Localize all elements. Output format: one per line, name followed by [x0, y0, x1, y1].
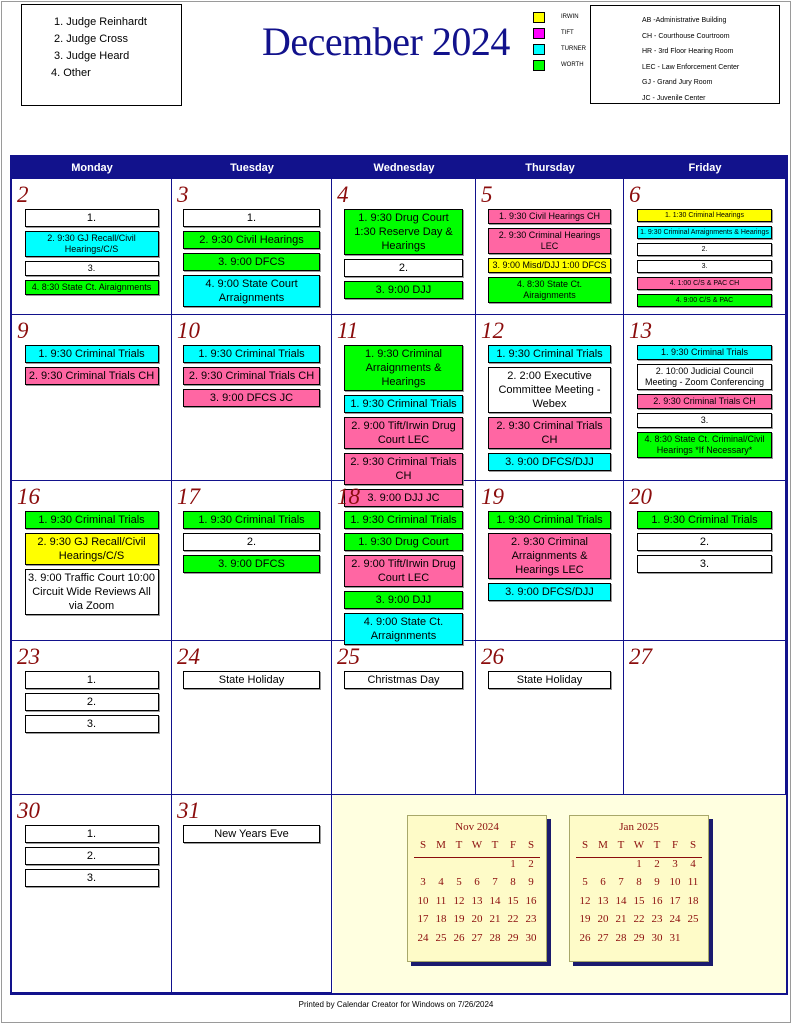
event-list	[476, 671, 623, 693]
mini-day: 23	[651, 913, 663, 925]
mini-day: 8	[510, 876, 516, 888]
mini-calendar-title: Nov 2024	[455, 821, 499, 833]
event-list	[624, 345, 785, 462]
calendar-event[interactable]: 3. 9:00 DJJ	[344, 591, 463, 609]
mini-calendar-grid	[576, 839, 702, 950]
weekday-label: Thursday	[525, 162, 575, 174]
event-list	[172, 209, 331, 311]
day-number: 20	[629, 484, 652, 509]
day-cell	[12, 315, 172, 481]
calendar-event[interactable]: 3.	[25, 869, 159, 887]
mini-calendar	[569, 815, 709, 962]
event-list	[12, 671, 171, 737]
day-number: 19	[481, 484, 504, 509]
weekday-header	[12, 157, 786, 179]
calendar-event[interactable]: 1. 9:30 Criminal Trials	[183, 345, 320, 363]
calendar-event[interactable]: 1. 9:30 Civil Hearings CH	[488, 209, 611, 224]
mini-weekday-label: T	[612, 839, 630, 858]
day-cell	[172, 315, 332, 481]
mini-day: 7	[492, 876, 498, 888]
calendar-event[interactable]: 1. 9:30 Criminal Trials	[344, 395, 463, 413]
color-key-label: TIFT	[561, 30, 574, 36]
calendar-event[interactable]: 3.	[637, 260, 772, 273]
calendar-event[interactable]: 2. 10:00 Judicial Council Meeting - Zoom Conferencing	[637, 364, 772, 390]
calendar-event[interactable]: 1. 1:30 Criminal Hearings	[637, 209, 772, 222]
mini-calendar-title: Jan 2025	[619, 821, 659, 833]
event-list	[332, 511, 475, 649]
mini-day: 26	[579, 931, 591, 944]
mini-day: 6	[474, 876, 480, 888]
mini-day: 10	[669, 876, 681, 888]
mini-day: 21	[489, 913, 501, 925]
calendar-event[interactable]: 2.	[183, 533, 320, 551]
mini-day: 6	[600, 876, 606, 888]
calendar-event[interactable]: 1. 9:30 Criminal Arraignments & Hearings	[637, 226, 772, 239]
mini-day	[414, 858, 432, 877]
calendar-event[interactable]: 4. 8:30 State Ct. Airaignments	[25, 280, 159, 295]
mini-day: 24	[417, 931, 429, 944]
event-list	[172, 825, 331, 847]
calendar-event[interactable]: 2.	[25, 693, 159, 711]
day-cell	[476, 641, 624, 795]
calendar-event[interactable]: 4. 1:00 C/S & PAC CH	[637, 277, 772, 290]
mini-day: 29	[507, 931, 519, 944]
judges-legend	[21, 4, 182, 106]
day-number: 2	[17, 182, 29, 207]
calendar-event[interactable]: 1. 9:30 Criminal Trials	[344, 511, 463, 529]
calendar-event[interactable]: 1. 9:30 Criminal Trials	[183, 511, 320, 529]
page-title: December 2024	[262, 19, 510, 64]
calendar-event[interactable]: 1.	[25, 671, 159, 689]
calendar-event[interactable]: 1. 9:30 Drug Court 1:30 Reserve Day & Hearings	[344, 209, 463, 255]
day-cell	[332, 179, 476, 315]
mini-day: 2	[528, 857, 534, 870]
mini-day: 4	[690, 857, 696, 870]
mini-day: 1	[510, 857, 516, 870]
color-swatch	[533, 28, 545, 39]
event-list	[476, 209, 623, 307]
location-item: LEC - Law Enforcement Center	[642, 63, 740, 71]
day-number: 6	[629, 182, 641, 207]
location-item: JC - Juvenile Center	[642, 94, 706, 102]
mini-day: 28	[615, 931, 627, 944]
mini-day	[594, 858, 612, 877]
mini-day: 16	[651, 894, 663, 907]
mini-calendars	[333, 795, 786, 993]
mini-day	[468, 858, 486, 877]
mini-day: 17	[417, 913, 429, 925]
mini-day: 30	[525, 931, 537, 944]
event-list	[172, 345, 331, 411]
mini-day: 17	[669, 894, 681, 907]
mini-day: 4	[438, 876, 444, 888]
day-number: 16	[17, 484, 40, 509]
event-list	[12, 209, 171, 299]
calendar-event[interactable]: 1. 9:30 Criminal Trials	[25, 345, 159, 363]
mini-day	[576, 858, 594, 877]
calendar-event[interactable]: 2. 9:30 Criminal Trials CH	[344, 453, 463, 485]
day-number: 10	[177, 318, 200, 343]
calendar-event[interactable]: 2. 9:30 Criminal Trials CH	[183, 367, 320, 385]
calendar-event[interactable]: 3. 9:00 Misd/DJJ 1:00 DFCS	[488, 258, 611, 273]
county-color-key	[533, 12, 589, 76]
calendar-event[interactable]: 2.	[25, 847, 159, 865]
calendar-event[interactable]: 2. 9:30 GJ Recall/Civil Hearings/C/S	[25, 231, 159, 257]
calendar-event[interactable]: 2. 9:30 Criminal Trials CH	[25, 367, 159, 385]
calendar-event[interactable]: 3. 9:00 DFCS	[183, 253, 320, 271]
calendar-event[interactable]: 1. 9:30 Criminal Trials	[637, 345, 772, 360]
mini-day: 20	[597, 913, 609, 925]
day-cell	[624, 179, 786, 315]
mini-day	[612, 858, 630, 877]
mini-day: 13	[471, 894, 483, 907]
judge-item: 4. Other	[51, 67, 91, 79]
mini-calendar-grid	[414, 839, 540, 950]
mini-day: 3	[420, 876, 426, 888]
calendar-event[interactable]: 3.	[637, 555, 772, 573]
calendar-event[interactable]: Christmas Day	[344, 671, 463, 689]
mini-day: 3	[672, 857, 678, 870]
day-number: 13	[629, 318, 652, 343]
calendar-event[interactable]: State Holiday	[183, 671, 320, 689]
calendar-event[interactable]: State Holiday	[488, 671, 611, 689]
day-number: 25	[337, 644, 360, 669]
location-legend	[590, 5, 780, 104]
mini-weekday-label: S	[684, 839, 702, 858]
mini-weekday-label: T	[648, 839, 666, 858]
calendar-event[interactable]: New Years Eve	[183, 825, 320, 843]
day-cell	[12, 641, 172, 795]
weekday-label: Wednesday	[373, 162, 435, 174]
calendar-event[interactable]: 3. 9:00 DJJ	[344, 281, 463, 299]
day-cell	[172, 179, 332, 315]
calendar-event[interactable]: 2. 9:30 GJ Recall/Civil Hearings/C/S	[25, 533, 159, 565]
day-number: 11	[337, 318, 359, 343]
print-footer: Printed by Calendar Creator for Windows on 7/26/2024	[298, 1000, 494, 1009]
color-key-item	[533, 28, 589, 44]
day-cell	[172, 641, 332, 795]
mini-weekday-label: S	[414, 839, 432, 858]
location-item: AB -Administrative Building	[642, 17, 727, 24]
color-key-item	[533, 44, 589, 60]
mini-weekday-label: T	[450, 839, 468, 858]
event-list	[332, 671, 475, 693]
mini-day: 16	[525, 894, 537, 907]
mini-weekday-label: S	[522, 839, 540, 858]
mini-day: 31	[669, 931, 681, 944]
calendar-event[interactable]: 2.	[637, 243, 772, 256]
mini-day: 7	[618, 876, 624, 888]
day-cell	[12, 795, 172, 993]
calendar-event[interactable]: 3. 9:00 DFCS/DJJ	[488, 583, 611, 601]
mini-weekday-label: T	[486, 839, 504, 858]
calendar-event[interactable]: 4. 8:30 State Ct. Criminal/Civil Hearings *If Necessary*	[637, 432, 772, 458]
mini-day: 21	[615, 913, 627, 925]
color-swatch	[533, 60, 545, 71]
mini-day: 2	[654, 857, 660, 870]
calendar-event[interactable]: 3. 9:00 DFCS/DJJ	[488, 453, 611, 471]
mini-day: 1	[636, 857, 642, 870]
mini-weekday-label: W	[468, 839, 486, 858]
calendar-event[interactable]: 3.	[637, 413, 772, 428]
calendar-event[interactable]: 1. 9:30 Drug Court	[344, 533, 463, 551]
day-number: 31	[177, 798, 200, 823]
mini-weekday-label: M	[594, 839, 612, 858]
calendar-event[interactable]: 1. 9:30 Criminal Arraignments & Hearings	[344, 345, 463, 391]
day-cell	[332, 481, 476, 641]
calendar-event[interactable]: 3. 9:00 DFCS JC	[183, 389, 320, 407]
calendar-event[interactable]: 2. 9:30 Criminal Trials CH	[637, 394, 772, 409]
day-cell	[12, 179, 172, 315]
mini-day	[450, 858, 468, 877]
calendar-event[interactable]: 1. 9:30 Criminal Trials	[25, 511, 159, 529]
calendar-event[interactable]: 3.	[25, 261, 159, 276]
mini-day: 13	[597, 894, 609, 907]
event-list	[476, 511, 623, 605]
mini-day: 5	[582, 876, 588, 888]
judge-item: 2. Judge Cross	[54, 33, 128, 45]
calendar-event[interactable]: 1.	[183, 209, 320, 227]
event-list	[476, 345, 623, 475]
event-list	[332, 209, 475, 303]
calendar-event[interactable]: 1.	[25, 209, 159, 227]
mini-day: 9	[528, 876, 534, 888]
day-number: 23	[17, 644, 40, 669]
calendar-event[interactable]: 4. 9:00 C/S & PAC	[637, 294, 772, 307]
color-key-label: WORTH	[561, 62, 584, 68]
month-calendar	[10, 155, 788, 995]
mini-day: 28	[489, 931, 501, 944]
judge-item: 3. Judge Heard	[54, 50, 130, 62]
color-key-item	[533, 12, 589, 28]
mini-day: 10	[417, 894, 429, 907]
mini-day: 30	[651, 931, 663, 944]
mini-day: 22	[507, 913, 519, 925]
mini-day: 19	[453, 913, 465, 925]
event-list	[172, 671, 331, 693]
mini-day: 15	[507, 894, 519, 907]
day-cell	[332, 641, 476, 795]
calendar-event[interactable]: 2. 9:30 Criminal Arraignments & Hearings LEC	[488, 533, 611, 579]
mini-day: 18	[435, 913, 447, 925]
calendar-event[interactable]: 1. 9:30 Criminal Trials	[637, 511, 772, 529]
mini-day: 12	[579, 894, 591, 907]
mini-weekday-label: F	[666, 839, 684, 858]
mini-day: 20	[471, 913, 483, 925]
mini-weekday-label: S	[576, 839, 594, 858]
day-cell	[624, 481, 786, 641]
color-key-label: IRWIN	[561, 14, 579, 20]
color-swatch	[533, 12, 545, 23]
mini-day	[432, 858, 450, 877]
mini-day: 15	[633, 894, 645, 907]
weekday-label: Friday	[688, 162, 722, 174]
calendar-event[interactable]: 4. 8:30 State Ct. Airaignments	[488, 277, 611, 303]
mini-day: 26	[453, 931, 465, 944]
day-number: 24	[177, 644, 200, 669]
mini-day: 19	[579, 913, 591, 925]
day-number: 30	[17, 798, 40, 823]
mini-weekday-label: W	[630, 839, 648, 858]
mini-day: 23	[525, 913, 537, 925]
day-cell	[476, 315, 624, 481]
event-list	[12, 825, 171, 891]
calendar-event[interactable]: 1. 9:30 Criminal Trials	[488, 511, 611, 529]
calendar-event[interactable]: 4. 9:00 State Ct. Arraignments	[344, 613, 463, 645]
mini-day	[486, 858, 504, 877]
day-cell	[476, 481, 624, 641]
calendar-event[interactable]: 2.	[637, 533, 772, 551]
mini-day: 27	[471, 931, 483, 944]
mini-day: 5	[456, 876, 462, 888]
mini-day: 29	[633, 931, 645, 944]
day-number: 27	[629, 644, 652, 669]
calendar-event[interactable]: 1.	[25, 825, 159, 843]
color-key-item	[533, 60, 589, 76]
day-number: 9	[17, 318, 29, 343]
day-cell	[172, 481, 332, 641]
mini-day: 22	[633, 913, 645, 925]
mini-day: 11	[687, 876, 699, 888]
mini-weekday-label: F	[504, 839, 522, 858]
day-number: 26	[481, 644, 504, 669]
calendar-event[interactable]: 2. 9:30 Criminal Hearings LEC	[488, 228, 611, 254]
calendar-event[interactable]: 3.	[25, 715, 159, 733]
day-cell	[476, 179, 624, 315]
mini-day: 14	[615, 894, 627, 907]
calendar-event[interactable]: 3. 9:00 DFCS	[183, 555, 320, 573]
mini-day: 25	[435, 931, 447, 944]
calendar-event[interactable]: 4. 9:00 State Court Arraignments	[183, 275, 320, 307]
day-number: 4	[337, 182, 349, 207]
mini-day: 11	[435, 894, 447, 907]
location-item: HR - 3rd Floor Hearing Room	[642, 48, 734, 55]
judge-item: 1. Judge Reinhardt	[54, 16, 147, 28]
mini-day: 25	[687, 913, 699, 925]
calendar-event[interactable]: 2. 9:00 Tift/Irwin Drug Court LEC	[344, 417, 463, 449]
event-list	[172, 511, 331, 577]
event-list	[624, 511, 785, 577]
day-number: 17	[177, 484, 200, 509]
day-number: 5	[481, 182, 493, 207]
day-cell	[12, 481, 172, 641]
color-key-label: TURNER	[561, 46, 586, 52]
calendar-event[interactable]: 2. 9:30 Civil Hearings	[183, 231, 320, 249]
mini-day: 24	[669, 913, 681, 925]
calendar-event[interactable]: 1. 9:30 Criminal Trials	[488, 345, 611, 363]
location-item: GJ - Grand Jury Room	[642, 79, 713, 86]
calendar-event[interactable]: 2. 9:30 Criminal Trials CH	[488, 417, 611, 449]
day-number: 12	[481, 318, 504, 343]
mini-day: 8	[636, 876, 642, 888]
day-number: 18	[337, 484, 360, 509]
day-cell	[172, 795, 332, 993]
event-list	[12, 345, 171, 389]
day-number: 3	[177, 182, 189, 207]
mini-day: 27	[597, 931, 609, 944]
calendar-event[interactable]: 2. 9:00 Tift/Irwin Drug Court LEC	[344, 555, 463, 587]
mini-day	[684, 932, 702, 951]
calendar-event[interactable]: 2.	[344, 259, 463, 277]
day-cell	[624, 315, 786, 481]
weekday-label: Tuesday	[230, 162, 274, 174]
mini-calendar	[407, 815, 547, 962]
event-list	[12, 511, 171, 619]
mini-weekday-label: M	[432, 839, 450, 858]
mini-day: 18	[687, 894, 699, 907]
calendar-event[interactable]: 3. 9:00 Traffic Court 10:00 Circuit Wide Reviews All via Zoom	[25, 569, 159, 615]
color-swatch	[533, 44, 545, 55]
mini-day: 14	[489, 894, 501, 907]
mini-day: 12	[453, 894, 465, 907]
weekday-label: Monday	[71, 162, 113, 174]
calendar-event[interactable]: 2. 2:00 Executive Committee Meeting - Webex	[488, 367, 611, 413]
mini-day: 9	[654, 876, 660, 888]
calendar-event[interactable]: 3. 9:00 DJJ JC	[344, 489, 463, 507]
location-item: CH - Courthouse Courtroom	[642, 32, 730, 40]
event-list	[624, 209, 785, 311]
day-cell	[624, 641, 786, 795]
